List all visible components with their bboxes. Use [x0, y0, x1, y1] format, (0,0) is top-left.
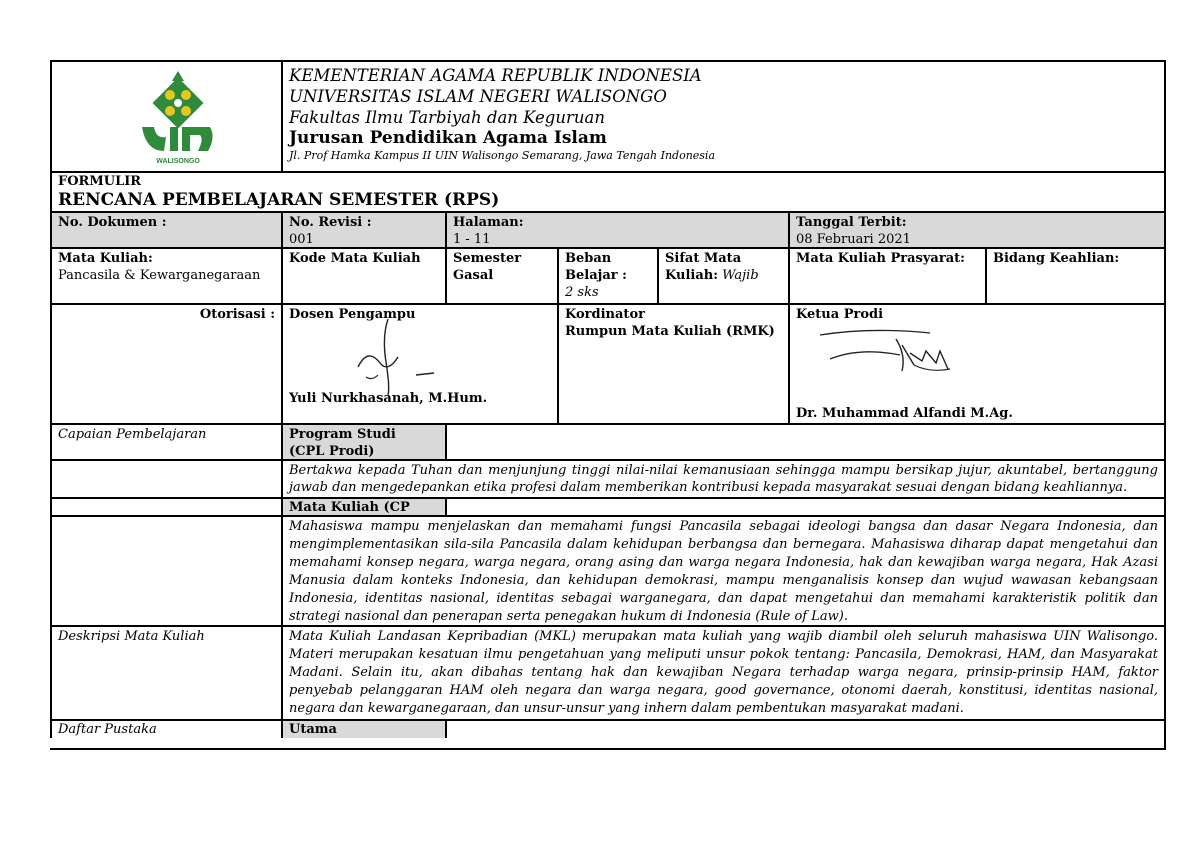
no-dokumen-cell [50, 213, 281, 247]
prasyarat-cell [788, 249, 985, 303]
ketua-label: Ketua Prodi [796, 307, 884, 322]
koordinator-cell [557, 305, 788, 423]
institution-block [281, 62, 1164, 171]
logo-caption: WALISONGO [156, 158, 200, 165]
cpmk-label-cell [281, 499, 445, 515]
capaian-header-row [50, 423, 1164, 459]
university-name: UNIVERSITAS ISLAM NEGERI WALISONGO [289, 87, 667, 106]
semester-value: Gasal [453, 268, 494, 283]
koordinator-label: Kordinator [565, 307, 645, 322]
ketua-cell [788, 305, 1164, 423]
beban-label-2: Belajar : [565, 268, 627, 283]
cpmk-text-cell [281, 517, 1164, 625]
cpmk-text: Mahasiswa mampu menjelaskan dan memahami fungsi Pancasila sebagai ideologi bangsa dan dasar Negara Indonesia, dan mengimplementasikan sila-sila Pancasila dalam kehidupan berbangsa dan bernegara. Mahasiswa diharap dapat mengetahui dan memahami konsep negara, warga negara, orang asing dan warga negara Indonesia, hak dan kewajiban warga negara, Hak Azasi Manusia dalam konteks Indonesia, dan kehidupan demokrasi, mampu menganalisis konsep dan wujud wawasan kebangsaan Indonesia, identitas nasional, identitas sebagai warganegara, dan dapat mengetahui dan memahami karakteristik politik dan strategi nasional dan penerapan serta penegakan hukum di Indonesia (Rule of Law). [289, 519, 1158, 624]
prodi-label-cell [281, 425, 445, 459]
halaman-value: 1 - 11 [453, 232, 491, 247]
mata-kuliah-label: Mata Kuliah: [58, 251, 153, 266]
course-row [50, 247, 1164, 303]
pustaka-label: Daftar Pustaka [58, 722, 157, 737]
beban-value: 2 sks [565, 285, 599, 300]
prodi-text-row [50, 459, 1164, 497]
sifat-label-2: Kuliah: [665, 268, 719, 283]
dosen-cell [281, 305, 557, 423]
form-title-row [50, 171, 1164, 211]
beban-cell [557, 249, 657, 303]
deskripsi-text-cell [281, 627, 1164, 719]
deskripsi-text: Mata Kuliah Landasan Kepribadian (MKL) merupakan mata kuliah yang wajib diambil oleh seluruh mahasiswa UIN Walisongo. Materi merupakan kesatuan ilmu pengetahuan yang meliputi unsur pokok tentang: Pancasila, Demokrasi, HAM, dan Masyarakat Madani. Selain itu, akan dibahas tentang hak dan kewajiban Negara terhadap warga negara, prinsip-prinsip HAM, faktor penyebab pelanggaran HAM oleh negara dan warga negara, good governance, otonomi daerah, konstitusi, identitas nasional, negara dan kewarganegaraan, dan unsur-unsur yang inhern dalam pembentukan masyarakat madani. [289, 629, 1158, 716]
prasyarat-label: Mata Kuliah Prasyarat: [796, 251, 965, 266]
no-revisi-label: No. Revisi : [289, 215, 372, 230]
rps-document [50, 60, 1166, 750]
prodi-text: Bertakwa kepada Tuhan dan menjunjung tinggi nilai-nilai kemanusiaan sehingga mampu bersikap jujur, akuntabel, bertanggung jawab dan mengedepankan etika profesi dalam memberikan kontribusi kepada masyarakat sesuai dengan bidang keahliannya. [289, 463, 1158, 495]
otorisasi-cell [50, 305, 281, 423]
no-revisi-value: 001 [289, 232, 314, 247]
pustaka-label-cell [50, 721, 281, 738]
mata-kuliah-cell [50, 249, 281, 303]
utama-label: Utama [289, 722, 337, 737]
pustaka-row [50, 719, 1164, 738]
halaman-cell [445, 213, 788, 247]
department-name: Jurusan Pendidikan Agama Islam [289, 128, 607, 148]
prodi-label: Program Studi [289, 427, 396, 442]
deskripsi-label: Deskripsi Mata Kuliah [58, 629, 205, 644]
dosen-signature [338, 317, 458, 397]
cpmk-label: Mata Kuliah (CP [289, 500, 410, 515]
sifat-label: Sifat Mata [665, 251, 742, 266]
semester-label: Semester [453, 251, 522, 266]
deskripsi-row [50, 625, 1164, 719]
halaman-label: Halaman: [453, 215, 524, 230]
prodi-label-2: (CPL Prodi) [289, 444, 375, 459]
tanggal-value: 08 Februari 2021 [796, 232, 911, 247]
tanggal-label: Tanggal Terbit: [796, 215, 907, 230]
capaian-spacer-1 [50, 461, 281, 497]
tanggal-cell [788, 213, 1164, 247]
sifat-cell [657, 249, 788, 303]
ketua-signature [810, 325, 980, 385]
cpmk-text-row [50, 515, 1164, 625]
semester-cell [445, 249, 557, 303]
utama-blank-cell [445, 721, 1164, 738]
logo-cell [50, 62, 281, 171]
otorisasi-label: Otorisasi : [199, 307, 275, 322]
bidang-cell [985, 249, 1164, 303]
institution-address: Jl. Prof Hamka Kampus II UIN Walisongo Semarang, Jawa Tengah Indonesia [289, 149, 716, 162]
form-title-cell [50, 173, 1164, 211]
prodi-text-cell [281, 461, 1164, 497]
bidang-label: Bidang Keahlian: [993, 251, 1120, 266]
doc-info-row [50, 211, 1164, 247]
cpmk-header-row [50, 497, 1164, 515]
prodi-blank-cell [445, 425, 1164, 459]
deskripsi-label-cell [50, 627, 281, 719]
ministry-name: KEMENTERIAN AGAMA REPUBLIK INDONESIA [289, 66, 702, 85]
no-revisi-cell [281, 213, 445, 247]
capaian-label-cell [50, 425, 281, 459]
beban-label: Beban [565, 251, 612, 266]
capaian-spacer-3 [50, 517, 281, 625]
header-row [50, 60, 1164, 171]
capaian-spacer-2 [50, 499, 281, 515]
no-dokumen-label: No. Dokumen : [58, 215, 167, 230]
capaian-label: Capaian Pembelajaran [58, 427, 207, 442]
form-title: RENCANA PEMBELAJARAN SEMESTER (RPS) [58, 190, 500, 210]
sifat-value: Wajib [722, 268, 759, 283]
ketua-name: Dr. Muhammad Alfandi M.Ag. [796, 406, 1013, 421]
faculty-name: Fakultas Ilmu Tarbiyah dan Keguruan [289, 108, 605, 127]
utama-label-cell [281, 721, 445, 738]
authorization-row [50, 303, 1164, 423]
koordinator-label-2: Rumpun Mata Kuliah (RMK) [565, 324, 775, 339]
uin-walisongo-logo [128, 67, 228, 167]
mata-kuliah-value: Pancasila & Kewarganegaraan [58, 268, 261, 283]
cpmk-blank-cell [445, 499, 1164, 515]
kode-label: Kode Mata Kuliah [289, 251, 421, 266]
form-label: FORMULIR [58, 174, 142, 189]
kode-cell [281, 249, 445, 303]
dosen-label: Dosen Pengampu [289, 307, 416, 322]
dosen-name: Yuli Nurkhasanah, M.Hum. [289, 391, 488, 406]
